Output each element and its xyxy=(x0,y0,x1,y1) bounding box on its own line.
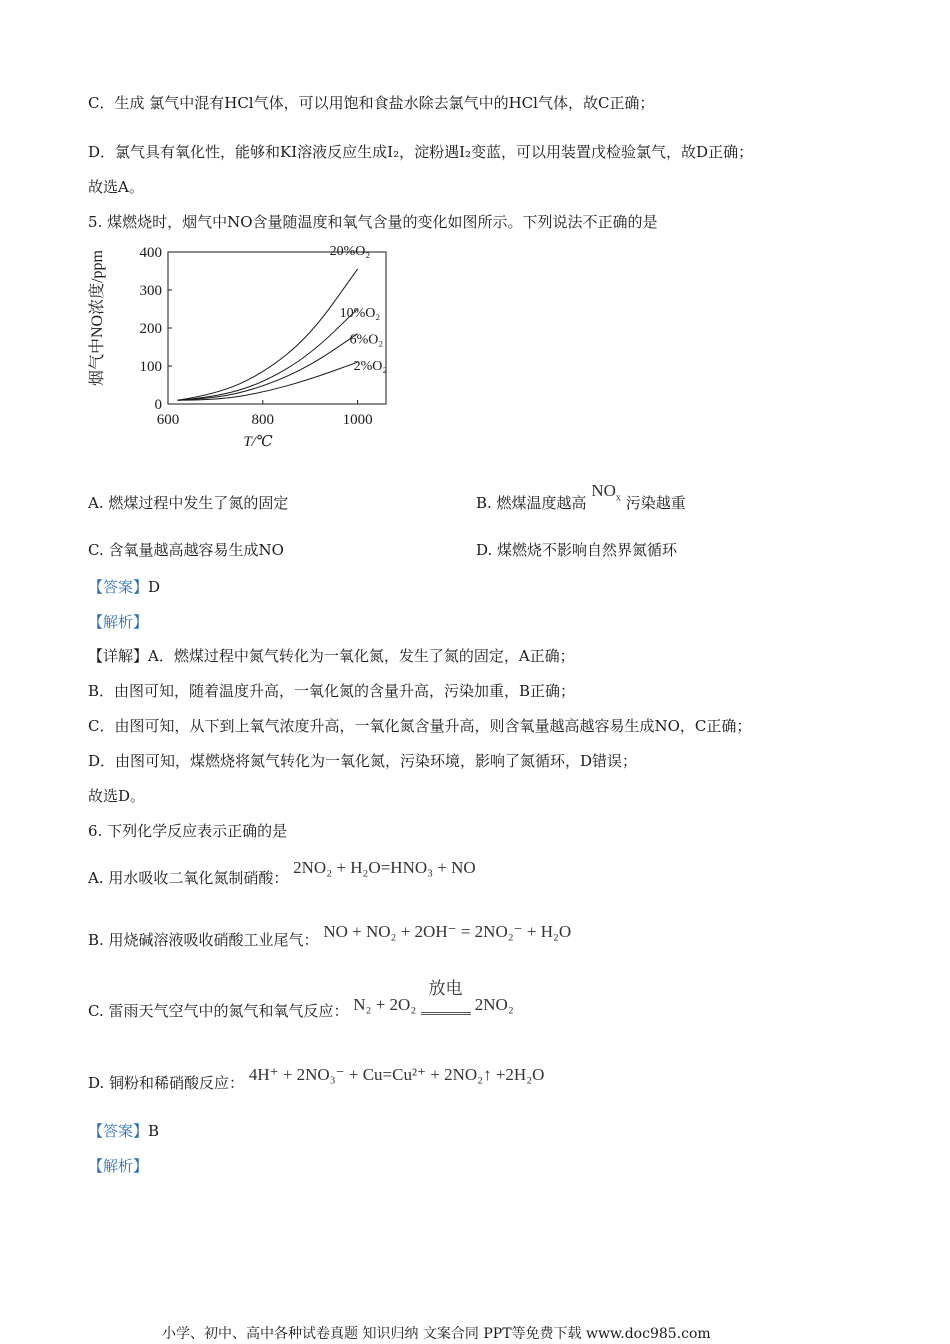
x-axis-label: T/℃ xyxy=(243,434,273,450)
y-tick-label: 0 xyxy=(154,397,162,413)
answer-value: D xyxy=(148,578,161,596)
q6-a-equation: 2NO₂ + H₂O=HNO₃ + NO xyxy=(293,858,476,877)
q6-c-label: C. 雷雨天气空气中的氮气和氧气反应： xyxy=(88,1002,349,1020)
q5-option-c: C. 含氧量越高越容易生成NO xyxy=(88,541,284,559)
q5-option-b xyxy=(476,481,686,520)
q6-option-c xyxy=(88,979,514,1021)
series-label-1: 10%O₂ xyxy=(339,306,381,321)
q6-d-equation: 4H⁺ + 2NO₃⁻ + Cu=Cu²⁺ + 2NO₂↑ +2H₂O xyxy=(248,1065,545,1084)
series-label-0: 20%O₂ xyxy=(329,244,371,260)
series-line-2 xyxy=(177,334,357,401)
q6-a-label: A. 用水吸收二氧化氮制硝酸： xyxy=(88,869,289,887)
option-b-formula xyxy=(591,481,621,504)
q6-b-equation: NO + NO₂ + 2OH⁻ = 2NO₂⁻ + H₂O xyxy=(323,922,572,941)
q6-stem: 6. 下列化学反应表示正确的是 xyxy=(88,822,288,840)
q5-choose: 故选D。 xyxy=(88,787,146,805)
q6-analysis-tag: 【解析】 xyxy=(88,1157,149,1175)
option-b-text: B. 燃煤温度越高 xyxy=(476,494,587,512)
q6-d-label: D. 铜粉和稀硝酸反应： xyxy=(88,1074,245,1092)
series-label-2: 6%O₂ xyxy=(349,332,384,348)
nox-main: NO xyxy=(591,481,616,500)
option-b-tail: 污染越重 xyxy=(625,494,686,512)
prev-c-line: C．生成 氯气中混有HCl气体，可以用饱和食盐水除去氯气中的HCl气体，故C正确； xyxy=(88,94,655,112)
q5-detail-d: D．由图可知，煤燃烧将氮气转化为一氧化氮，污染环境，影响了氮循环，D错误； xyxy=(88,752,638,770)
footer-banner: 小学、初中、高中各种试卷真题 知识归纳 文案合同 PPT等免费下载 www.doc985.com xyxy=(162,1326,711,1342)
q5-option-a: A. 燃煤过程中发生了氮的固定 xyxy=(88,494,289,512)
series-line-1 xyxy=(177,309,357,400)
y-tick-label: 200 xyxy=(139,321,162,337)
y-tick-label: 300 xyxy=(139,283,162,299)
detail-a-text: A．燃煤过程中氮气转化为一氧化氮，发生了氮的固定，A正确； xyxy=(148,647,575,665)
no-concentration-chart xyxy=(88,238,408,458)
prev-d-line: D．氯气具有氧化性，能够和KI溶液反应生成I₂，淀粉遇I₂变蓝，可以用装置戊检验氯气，故D正确； xyxy=(88,143,754,161)
prev-choose: 故选A。 xyxy=(88,178,144,196)
q6-c-left: N₂ + 2O₂ xyxy=(353,995,417,1014)
q5-detail-b: B．由图可知，随着温度升高，一氧化氮的含量升高，污染加重，B正确； xyxy=(88,682,576,700)
q5-detail-a xyxy=(88,646,575,666)
q6-b-label: B. 用烧碱溶液吸收硝酸工业尾气： xyxy=(88,931,319,949)
x-tick-label: 800 xyxy=(251,412,275,428)
q6-c-right: 2NO₂ xyxy=(474,995,514,1014)
q5-analysis-tag: 【解析】 xyxy=(88,613,149,631)
q6-option-d xyxy=(88,1065,545,1093)
answer-tag: 【答案】 xyxy=(88,1122,149,1140)
nox-sub: x xyxy=(615,492,621,504)
detail-tag: 【详解】 xyxy=(88,647,149,665)
answer-tag: 【答案】 xyxy=(88,578,149,596)
q5-detail-c: C．由图可知，从下到上氧气浓度升高，一氧化氮含量升高，则含氧量越高越容易生成NO，C正确； xyxy=(88,717,752,735)
q6-option-a xyxy=(88,858,476,888)
q5-stem: 5. 煤燃烧时，烟气中NO含量随温度和氧气含量的变化如图所示。下列说法不正确的是 xyxy=(88,213,658,231)
y-tick-label: 100 xyxy=(139,359,162,375)
answer-value: B xyxy=(148,1122,160,1140)
x-tick-label: 1000 xyxy=(342,412,373,428)
y-axis-label: 烟气中NO浓度/ppm xyxy=(89,249,106,387)
q6-c-equation xyxy=(353,979,514,1015)
q5-option-d: D. 煤燃烧不影响自然界氮循环 xyxy=(476,541,678,559)
x-tick-label: 600 xyxy=(156,412,180,428)
reaction-condition: 放电 xyxy=(428,979,463,998)
reaction-arrow xyxy=(421,979,471,1015)
q5-answer xyxy=(88,577,160,597)
y-tick-label: 400 xyxy=(139,245,162,261)
q6-option-b xyxy=(88,922,572,950)
q6-answer xyxy=(88,1121,159,1141)
series-label-3: 2%O₂ xyxy=(353,359,388,375)
